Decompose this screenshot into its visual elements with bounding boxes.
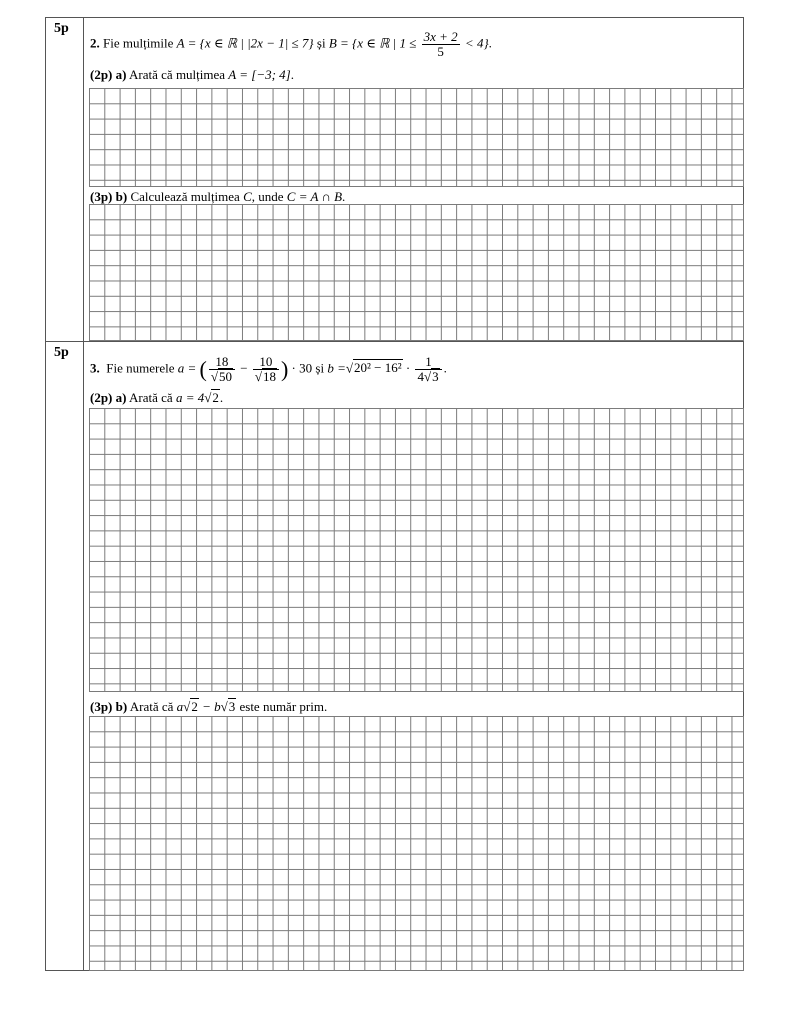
part-tail: este număr prim. — [239, 699, 328, 714]
statement-end: . — [488, 35, 492, 51]
part-radicand: 2 — [212, 390, 219, 405]
problem-3-number: 3. — [90, 360, 100, 376]
problem-3-points: 5p — [54, 345, 69, 360]
expr-a: a — [176, 699, 184, 714]
left-paren: ( — [199, 356, 207, 382]
a-f1-den: √50 — [210, 369, 232, 384]
problem-2a-prompt — [90, 67, 294, 83]
problem-2-intro: Fie mulțimile — [103, 35, 174, 51]
a-f1-num: 18 — [209, 355, 235, 370]
b-radicand: 20² − 16² — [353, 360, 402, 376]
expr-rad-2: 3 — [228, 699, 236, 714]
b-den-radicand: 3 — [432, 369, 439, 384]
problem-separator — [45, 341, 744, 342]
part-math: C = A ∩ B — [286, 189, 343, 204]
conjunction: și — [315, 360, 325, 376]
b-den-coef: 4 — [417, 369, 424, 384]
problem-2-statement — [90, 30, 492, 59]
set-b-numerator: 3x + 2 — [423, 29, 458, 44]
b-fraction — [415, 355, 441, 384]
set-b-denominator: 5 — [437, 44, 444, 59]
expr-rad-1: 2 — [191, 699, 198, 714]
answer-grid-2b[interactable] — [89, 204, 744, 341]
conjunction: și — [316, 35, 326, 51]
set-b-left: B = {x ∈ ℝ | 1 ≤ — [328, 35, 417, 51]
part-letter: b) — [115, 699, 128, 714]
b-frac-den: 4√3 — [417, 369, 439, 384]
b-dot: · — [405, 360, 411, 376]
answer-grid-2a[interactable] — [89, 88, 744, 187]
part-text-mid: , unde — [251, 189, 284, 204]
part-var: C — [243, 189, 252, 204]
b-prefix: b = — [327, 360, 346, 376]
part-text: Arată că mulțimea — [129, 67, 226, 82]
a-prefix: a = — [177, 360, 197, 376]
part-points: (2p) — [90, 390, 113, 405]
statement-end: . — [443, 360, 447, 376]
part-math: a = 4 — [175, 390, 205, 405]
set-a-definition: A = {x ∈ ℝ | |2x − 1| ≤ 7} — [176, 35, 314, 51]
a-times: · 30 — [291, 360, 313, 376]
expr-minus-b: − b — [198, 699, 221, 714]
part-letter: a) — [115, 390, 127, 405]
part-points: (3p) — [90, 699, 113, 714]
a-fraction-1 — [209, 355, 235, 384]
answer-grid-3b[interactable] — [89, 716, 744, 971]
a-fraction-2 — [253, 355, 279, 384]
answer-grid-3a[interactable] — [89, 408, 744, 692]
a-f2-num: 10 — [253, 355, 279, 370]
problem-2b-prompt — [90, 189, 345, 205]
part-end: . — [342, 189, 346, 204]
set-b-right: < 4} — [464, 35, 489, 51]
points-column-divider — [83, 17, 84, 971]
right-paren: ) — [280, 356, 289, 382]
b-frac-num: 1 — [415, 355, 441, 370]
a-f2-den: √18 — [254, 369, 276, 384]
problem-2-points: 5p — [54, 21, 69, 36]
part-points: (2p) — [90, 67, 113, 82]
problem-3b-prompt: (3p) b) Arată că a√2 − b√3 este număr prim. — [90, 699, 328, 714]
part-math: A = [−3; 4] — [228, 67, 291, 82]
part-letter: b) — [115, 189, 128, 204]
part-text: Arată că — [129, 699, 174, 714]
problem-3-statement: 3. Fie numerele a = ( $\frac{18}{√50}$ − $\frac{10}{√18}$ ) · 30 și b =√20² − 16² · $\frac{1}{4√3}$ . — [90, 354, 447, 384]
problem-2-number: 2. — [90, 35, 100, 51]
a-f1-radicand: 50 — [218, 369, 232, 384]
part-end: . — [290, 67, 294, 82]
part-text: Arată că — [129, 390, 173, 405]
part-end: . — [219, 390, 224, 405]
part-points: (3p) — [90, 189, 113, 204]
set-b-fraction — [422, 30, 460, 59]
a-f2-radicand: 18 — [262, 369, 276, 384]
a-minus: − — [240, 360, 248, 376]
part-text: Calculează mulțimea — [130, 189, 240, 204]
problem-3-intro: Fie numerele — [106, 360, 175, 376]
problem-3a-prompt: (2p) a) Arată că a = 4√2. — [90, 390, 224, 405]
part-letter: a) — [115, 67, 127, 82]
